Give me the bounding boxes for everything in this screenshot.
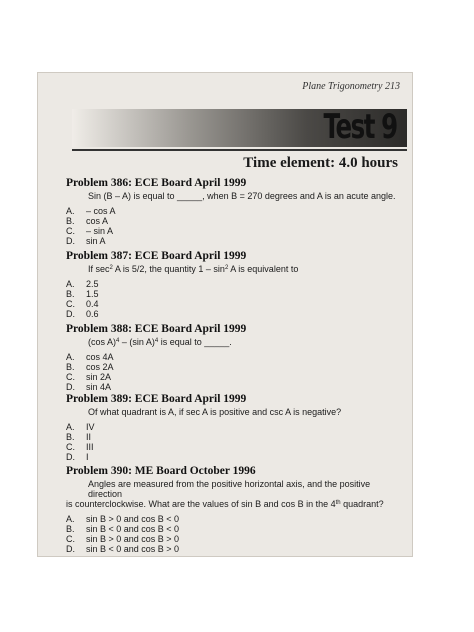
question-line-1: Angles are measured from the positive horizontal axis, and the positive direction <box>88 479 371 499</box>
problem-386 <box>66 177 406 246</box>
choice-b: B. II <box>66 432 92 442</box>
choice-c: C. – sin A <box>66 226 114 236</box>
problem-389 <box>66 393 406 462</box>
problem-heading: Problem 388: ECE Board April 1999 <box>66 323 247 335</box>
problem-question <box>66 479 406 509</box>
choice-list <box>66 352 406 392</box>
choice-c: C. sin B > 0 and cos B > 0 <box>66 534 180 544</box>
problem-387 <box>66 250 406 319</box>
banner-rule <box>72 149 407 151</box>
choice-a: A. sin B > 0 and cos B < 0 <box>66 514 180 524</box>
problem-question: If $\sec^2 A$ is 5/2, the quantity $1 - \sin^2 A$ is equivalent to <box>88 264 299 274</box>
question-line-2: is counterclockwise. What are the values of sin B and cos B in the 4th quadrant? <box>66 499 384 509</box>
book-page <box>37 72 413 557</box>
choice-c: C. III <box>66 442 94 452</box>
problem-heading: Problem 386: ECE Board April 1999 <box>66 177 247 189</box>
choice-c: C. 0.4 <box>66 299 99 309</box>
problem-heading: Problem 387: ECE Board April 1999 <box>66 250 247 262</box>
choice-d: D. I <box>66 452 89 462</box>
choice-list <box>66 422 406 462</box>
choice-b: B. 1.5 <box>66 289 99 299</box>
choice-b: B. cos 2A <box>66 362 114 372</box>
problem-question: Sin (B – A) is equal to _____, when B = 270 degrees and A is an acute angle. <box>88 191 396 201</box>
choice-b: B. cos A <box>66 216 109 226</box>
problem-question: (cos A)$^4$ – (sin A)$^4$ is equal to _____. <box>88 337 232 347</box>
choice-a: A. – cos A <box>66 206 116 216</box>
choice-a: A. 2.5 <box>66 279 99 289</box>
choice-d: D. 0.6 <box>66 309 99 319</box>
problem-heading: Problem 390: ME Board October 1996 <box>66 465 256 477</box>
test-banner <box>72 109 407 147</box>
problem-heading: Problem 389: ECE Board April 1999 <box>66 393 247 405</box>
choice-list <box>66 279 406 319</box>
choice-list <box>66 514 406 554</box>
choice-d: D. sin A <box>66 236 106 246</box>
choice-a: A. cos 4A <box>66 352 114 362</box>
choice-d: D. sin 4A <box>66 382 112 392</box>
time-element: Time element: 4.0 hours <box>243 155 398 171</box>
problem-388 <box>66 323 406 392</box>
choice-list <box>66 206 406 246</box>
test-title: Test 9 <box>323 107 397 147</box>
choice-c: C. sin 2A <box>66 372 112 382</box>
choice-a: A. IV <box>66 422 95 432</box>
problem-question: Of what quadrant is A, if sec A is positive and csc A is negative? <box>88 407 342 417</box>
problem-390 <box>66 465 406 554</box>
choice-d: D. sin B < 0 and cos B > 0 <box>66 544 180 554</box>
choice-b: B. sin B < 0 and cos B < 0 <box>66 524 180 534</box>
running-head: Plane Trigonometry 213 <box>302 81 400 92</box>
